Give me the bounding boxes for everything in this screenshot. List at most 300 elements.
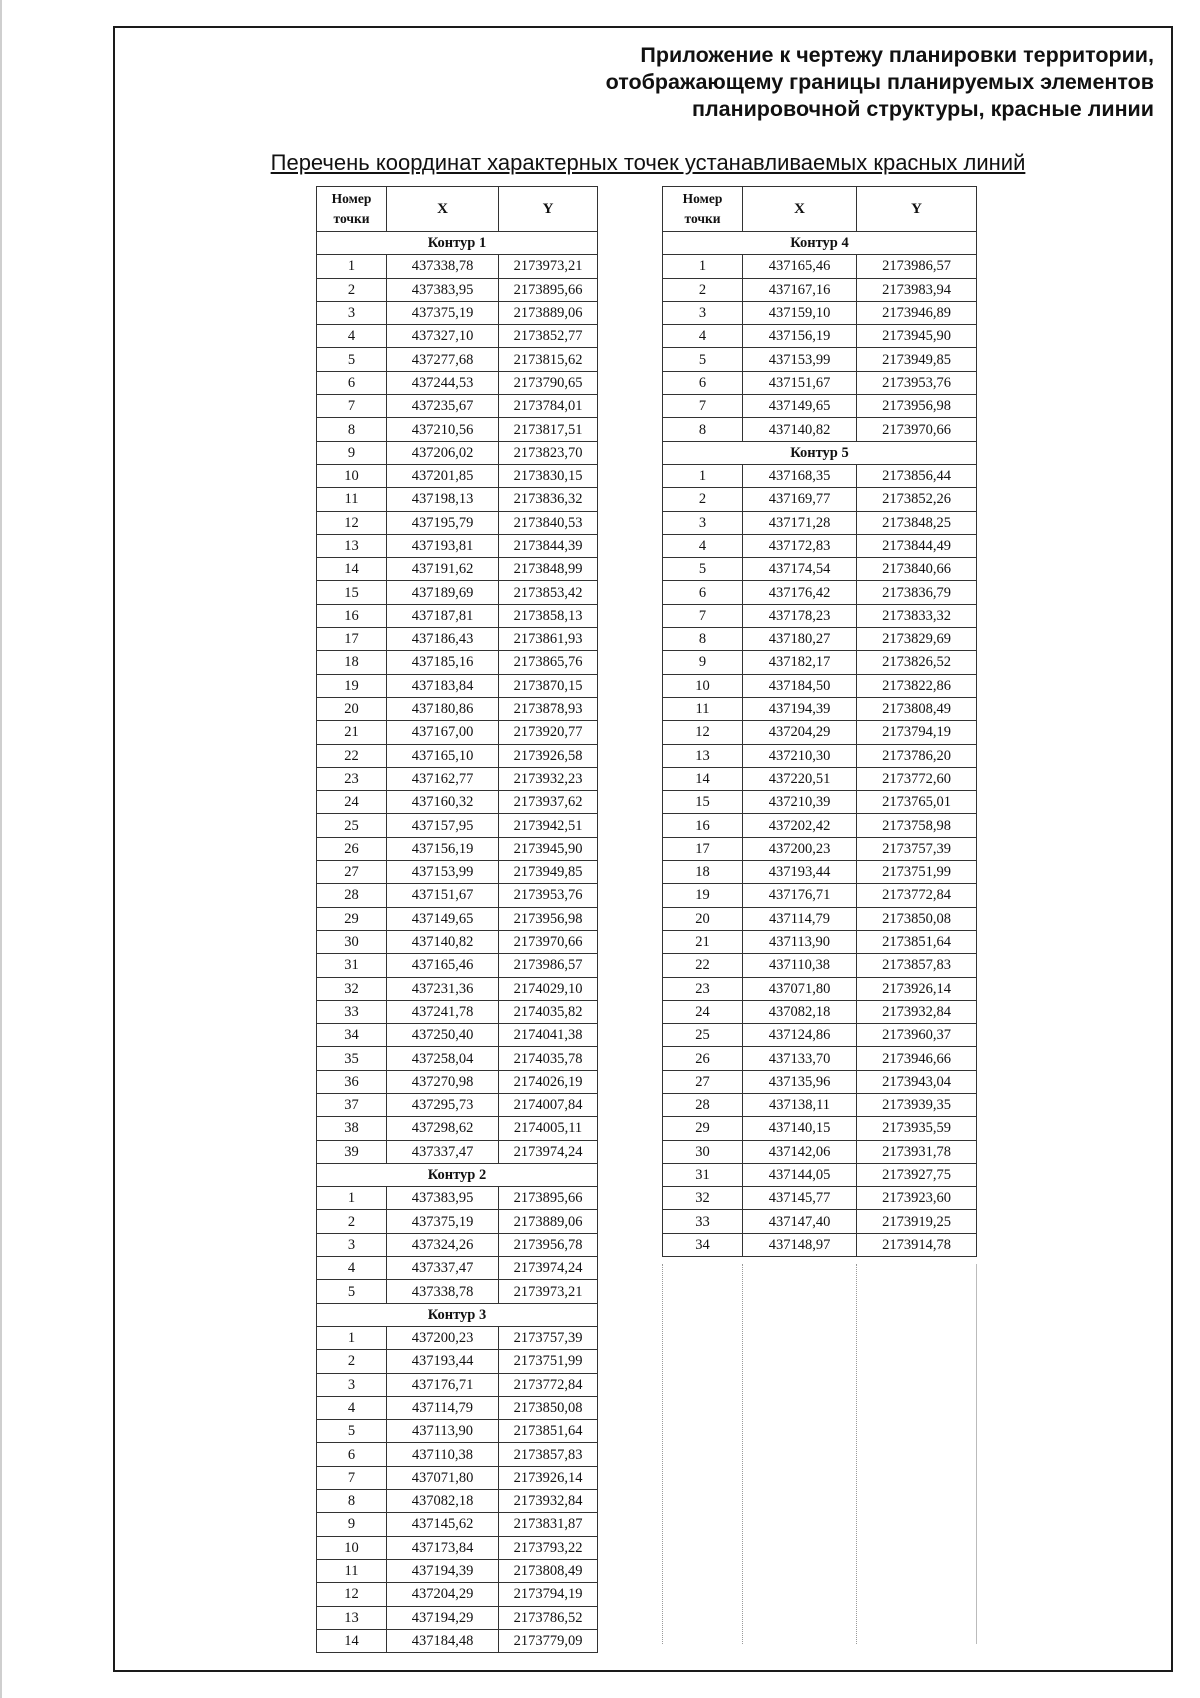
table-row [317, 1350, 598, 1373]
y-coordinate-cell: 2173932,84 [499, 1490, 598, 1513]
table-row [317, 954, 598, 977]
table-row [663, 418, 977, 441]
x-coordinate-cell: 437270,98 [387, 1070, 499, 1093]
table-row [663, 1233, 977, 1256]
y-coordinate-cell: 2173790,65 [499, 371, 598, 394]
table-row [317, 1280, 598, 1303]
point-number-cell: 4 [317, 1257, 387, 1280]
table-body-right [663, 232, 977, 1257]
point-number-cell: 17 [317, 628, 387, 651]
point-number-cell: 3 [317, 301, 387, 324]
point-number-cell: 2 [317, 1350, 387, 1373]
header-x: X [387, 187, 499, 232]
x-coordinate-cell: 437176,71 [743, 884, 857, 907]
x-coordinate-cell: 437195,79 [387, 511, 499, 534]
table-row [317, 1140, 598, 1163]
point-number-cell: 15 [663, 791, 743, 814]
y-coordinate-cell: 2173794,19 [857, 721, 977, 744]
table-row [663, 954, 977, 977]
x-coordinate-cell: 437176,71 [387, 1373, 499, 1396]
table-row [663, 348, 977, 371]
y-coordinate-cell: 2173926,14 [857, 977, 977, 1000]
table-row [663, 767, 977, 790]
table-row [663, 791, 977, 814]
x-coordinate-cell: 437165,46 [743, 255, 857, 278]
y-coordinate-cell: 2173970,66 [499, 930, 598, 953]
point-number-cell: 4 [317, 1396, 387, 1419]
x-coordinate-cell: 437133,70 [743, 1047, 857, 1070]
table-row [317, 418, 598, 441]
x-coordinate-cell: 437186,43 [387, 628, 499, 651]
y-coordinate-cell: 2173848,25 [857, 511, 977, 534]
table-row [317, 930, 598, 953]
y-coordinate-cell: 2173865,76 [499, 651, 598, 674]
y-coordinate-cell: 2173926,58 [499, 744, 598, 767]
table-row [317, 1466, 598, 1489]
x-coordinate-cell: 437220,51 [743, 767, 857, 790]
point-number-cell: 10 [663, 674, 743, 697]
table-row [663, 301, 977, 324]
x-coordinate-cell: 437169,77 [743, 488, 857, 511]
x-coordinate-cell: 437187,81 [387, 604, 499, 627]
table-row [317, 1490, 598, 1513]
x-coordinate-cell: 437337,47 [387, 1140, 499, 1163]
x-coordinate-cell: 437231,36 [387, 977, 499, 1000]
table-row [317, 651, 598, 674]
point-number-cell: 25 [663, 1024, 743, 1047]
point-number-cell: 23 [317, 767, 387, 790]
table-row [663, 1070, 977, 1093]
table-row [663, 1210, 977, 1233]
point-number-cell: 22 [317, 744, 387, 767]
x-coordinate-cell: 437194,29 [387, 1606, 499, 1629]
point-number-cell: 22 [663, 954, 743, 977]
x-coordinate-cell: 437383,95 [387, 278, 499, 301]
y-coordinate-cell: 2173861,93 [499, 628, 598, 651]
document-subtitle: Перечень координат характерных точек устанавливаемых красных линий [270, 150, 1026, 175]
x-coordinate-cell: 437142,06 [743, 1140, 857, 1163]
x-coordinate-cell: 437210,30 [743, 744, 857, 767]
point-number-cell: 14 [663, 767, 743, 790]
contour-header-row [317, 1303, 598, 1326]
x-coordinate-cell: 437160,32 [387, 791, 499, 814]
y-coordinate-cell: 2173808,49 [857, 697, 977, 720]
y-coordinate-cell: 2173956,78 [499, 1233, 598, 1256]
table-row [317, 1047, 598, 1070]
table-row [317, 1210, 598, 1233]
table-row [663, 744, 977, 767]
point-number-cell: 13 [317, 534, 387, 557]
x-coordinate-cell: 437193,81 [387, 534, 499, 557]
x-coordinate-cell: 437145,77 [743, 1187, 857, 1210]
x-coordinate-cell: 437189,69 [387, 581, 499, 604]
table-row [317, 1024, 598, 1047]
point-number-cell: 1 [663, 464, 743, 487]
point-number-cell: 9 [663, 651, 743, 674]
y-coordinate-cell: 2173895,66 [499, 1187, 598, 1210]
y-coordinate-cell: 2173831,87 [499, 1513, 598, 1536]
x-coordinate-cell: 437191,62 [387, 558, 499, 581]
table-row [317, 371, 598, 394]
table-row [663, 534, 977, 557]
y-coordinate-cell: 2173960,37 [857, 1024, 977, 1047]
point-number-cell: 1 [317, 1326, 387, 1349]
y-coordinate-cell: 2173857,83 [499, 1443, 598, 1466]
table-row [317, 1396, 598, 1419]
y-coordinate-cell: 2173844,39 [499, 534, 598, 557]
table-row [663, 861, 977, 884]
table-row [663, 1000, 977, 1023]
x-coordinate-cell: 437338,78 [387, 255, 499, 278]
x-coordinate-cell: 437250,40 [387, 1024, 499, 1047]
table-row [317, 1629, 598, 1652]
header-y: Y [857, 187, 977, 232]
point-number-cell: 3 [663, 301, 743, 324]
point-number-cell: 38 [317, 1117, 387, 1140]
y-coordinate-cell: 2173751,99 [857, 861, 977, 884]
table-row [663, 814, 977, 837]
point-number-cell: 19 [317, 674, 387, 697]
x-coordinate-cell: 437156,19 [387, 837, 499, 860]
point-number-cell: 30 [663, 1140, 743, 1163]
y-coordinate-cell: 2173949,85 [857, 348, 977, 371]
page-edge [0, 0, 2, 1698]
x-coordinate-cell: 437082,18 [743, 1000, 857, 1023]
x-coordinate-cell: 437159,10 [743, 301, 857, 324]
point-number-cell: 7 [663, 395, 743, 418]
table-row [663, 464, 977, 487]
y-coordinate-cell: 2173765,01 [857, 791, 977, 814]
x-coordinate-cell: 437176,42 [743, 581, 857, 604]
point-number-cell: 6 [663, 581, 743, 604]
x-coordinate-cell: 437180,27 [743, 628, 857, 651]
contour-title: Контур 3 [317, 1303, 598, 1326]
y-coordinate-cell: 2173926,14 [499, 1466, 598, 1489]
table-row [663, 1024, 977, 1047]
x-coordinate-cell: 437156,19 [743, 325, 857, 348]
y-coordinate-cell: 2173794,19 [499, 1583, 598, 1606]
table-row [317, 604, 598, 627]
y-coordinate-cell: 2173840,53 [499, 511, 598, 534]
point-number-cell: 4 [663, 325, 743, 348]
x-coordinate-cell: 437135,96 [743, 1070, 857, 1093]
y-coordinate-cell: 2173851,64 [499, 1420, 598, 1443]
point-number-cell: 8 [663, 628, 743, 651]
table-row [663, 278, 977, 301]
table-row [663, 395, 977, 418]
point-number-cell: 2 [663, 488, 743, 511]
dotted-guide [856, 1264, 857, 1644]
point-number-cell: 8 [317, 1490, 387, 1513]
point-number-cell: 2 [317, 1210, 387, 1233]
x-coordinate-cell: 437153,99 [387, 861, 499, 884]
point-number-cell: 2 [663, 278, 743, 301]
dotted-guide [742, 1264, 743, 1644]
x-coordinate-cell: 437172,83 [743, 534, 857, 557]
table-row [663, 1187, 977, 1210]
table-row [663, 325, 977, 348]
point-number-cell: 32 [663, 1187, 743, 1210]
point-number-cell: 19 [663, 884, 743, 907]
table-row [317, 697, 598, 720]
table-row [663, 1047, 977, 1070]
y-coordinate-cell: 2173932,23 [499, 767, 598, 790]
point-number-cell: 14 [317, 558, 387, 581]
y-coordinate-cell: 2173974,24 [499, 1257, 598, 1280]
x-coordinate-cell: 437298,62 [387, 1117, 499, 1140]
y-coordinate-cell: 2173914,78 [857, 1233, 977, 1256]
x-coordinate-cell: 437337,47 [387, 1257, 499, 1280]
point-number-cell: 4 [663, 534, 743, 557]
point-number-cell: 6 [663, 371, 743, 394]
x-coordinate-cell: 437165,46 [387, 954, 499, 977]
contour-header-row [317, 1163, 598, 1186]
table-row [663, 721, 977, 744]
y-coordinate-cell: 2173852,77 [499, 325, 598, 348]
y-coordinate-cell: 2173986,57 [499, 954, 598, 977]
x-coordinate-cell: 437204,29 [387, 1583, 499, 1606]
table-row [317, 464, 598, 487]
table-row [317, 511, 598, 534]
x-coordinate-cell: 437153,99 [743, 348, 857, 371]
x-coordinate-cell: 437206,02 [387, 441, 499, 464]
x-coordinate-cell: 437210,39 [743, 791, 857, 814]
table-row [317, 884, 598, 907]
x-coordinate-cell: 437194,39 [743, 697, 857, 720]
x-coordinate-cell: 437210,56 [387, 418, 499, 441]
y-coordinate-cell: 2173889,06 [499, 1210, 598, 1233]
point-number-cell: 35 [317, 1047, 387, 1070]
y-coordinate-cell: 2173943,04 [857, 1070, 977, 1093]
y-coordinate-cell: 2173772,84 [857, 884, 977, 907]
y-coordinate-cell: 2173817,51 [499, 418, 598, 441]
y-coordinate-cell: 2173757,39 [857, 837, 977, 860]
table-row [317, 278, 598, 301]
x-coordinate-cell: 437148,97 [743, 1233, 857, 1256]
table-row [317, 744, 598, 767]
table-row [663, 628, 977, 651]
point-number-cell: 15 [317, 581, 387, 604]
point-number-cell: 12 [317, 511, 387, 534]
y-coordinate-cell: 2173927,75 [857, 1163, 977, 1186]
table-header-row [663, 187, 977, 232]
x-coordinate-cell: 437235,67 [387, 395, 499, 418]
table-row [317, 325, 598, 348]
point-number-cell: 20 [663, 907, 743, 930]
x-coordinate-cell: 437185,16 [387, 651, 499, 674]
coordinates-table-left [316, 186, 598, 1653]
table-row [663, 558, 977, 581]
heading-line-3: планировочной структуры, красные линии [691, 97, 1154, 121]
y-coordinate-cell: 2173757,39 [499, 1326, 598, 1349]
y-coordinate-cell: 2173826,52 [857, 651, 977, 674]
y-coordinate-cell: 2173919,25 [857, 1210, 977, 1233]
x-coordinate-cell: 437324,26 [387, 1233, 499, 1256]
table-row [317, 1536, 598, 1559]
point-number-cell: 10 [317, 464, 387, 487]
x-coordinate-cell: 437375,19 [387, 1210, 499, 1233]
y-coordinate-cell: 2173786,52 [499, 1606, 598, 1629]
point-number-cell: 6 [317, 1443, 387, 1466]
header-point-number [317, 187, 387, 232]
x-coordinate-cell: 437258,04 [387, 1047, 499, 1070]
x-coordinate-cell: 437113,90 [387, 1420, 499, 1443]
table-row [317, 1257, 598, 1280]
table-row [317, 488, 598, 511]
y-coordinate-cell: 2173942,51 [499, 814, 598, 837]
point-number-cell: 27 [663, 1070, 743, 1093]
x-coordinate-cell: 437071,80 [387, 1466, 499, 1489]
table-row [663, 977, 977, 1000]
y-coordinate-cell: 2173878,93 [499, 697, 598, 720]
point-number-cell: 1 [663, 255, 743, 278]
dotted-guide [662, 1264, 663, 1644]
x-coordinate-cell: 437201,85 [387, 464, 499, 487]
x-coordinate-cell: 437110,38 [387, 1443, 499, 1466]
table-row [317, 791, 598, 814]
point-number-cell: 12 [663, 721, 743, 744]
point-number-cell: 8 [317, 418, 387, 441]
point-number-cell: 21 [317, 721, 387, 744]
y-coordinate-cell: 2174041,38 [499, 1024, 598, 1047]
x-coordinate-cell: 437071,80 [743, 977, 857, 1000]
y-coordinate-cell: 2174005,11 [499, 1117, 598, 1140]
y-coordinate-cell: 2173895,66 [499, 278, 598, 301]
table-row [663, 1140, 977, 1163]
point-number-cell: 16 [663, 814, 743, 837]
point-number-cell: 21 [663, 930, 743, 953]
point-number-cell: 33 [663, 1210, 743, 1233]
contour-header-row [317, 232, 598, 255]
table-row [663, 511, 977, 534]
x-coordinate-cell: 437167,16 [743, 278, 857, 301]
x-coordinate-cell: 437114,79 [743, 907, 857, 930]
point-number-cell: 1 [317, 1187, 387, 1210]
table-row [317, 861, 598, 884]
y-coordinate-cell: 2173848,99 [499, 558, 598, 581]
table-row [663, 255, 977, 278]
y-coordinate-cell: 2173853,42 [499, 581, 598, 604]
document-heading [334, 42, 1154, 123]
point-number-cell: 34 [663, 1233, 743, 1256]
table-row [663, 1093, 977, 1116]
table-row [317, 1093, 598, 1116]
y-coordinate-cell: 2173945,90 [499, 837, 598, 860]
point-number-cell: 8 [663, 418, 743, 441]
x-coordinate-cell: 437082,18 [387, 1490, 499, 1513]
x-coordinate-cell: 437162,77 [387, 767, 499, 790]
y-coordinate-cell: 2173953,76 [499, 884, 598, 907]
table-row [663, 930, 977, 953]
y-coordinate-cell: 2173850,08 [857, 907, 977, 930]
table-row [317, 348, 598, 371]
point-number-cell: 20 [317, 697, 387, 720]
table-row [317, 837, 598, 860]
y-coordinate-cell: 2174026,19 [499, 1070, 598, 1093]
x-coordinate-cell: 437173,84 [387, 1536, 499, 1559]
y-coordinate-cell: 2173949,85 [499, 861, 598, 884]
point-number-cell: 3 [317, 1233, 387, 1256]
x-coordinate-cell: 437194,39 [387, 1559, 499, 1582]
x-coordinate-cell: 437151,67 [743, 371, 857, 394]
table-row [317, 1420, 598, 1443]
header-point-number-line1: Номер [331, 191, 372, 206]
x-coordinate-cell: 437182,17 [743, 651, 857, 674]
y-coordinate-cell: 2173822,86 [857, 674, 977, 697]
y-coordinate-cell: 2173939,35 [857, 1093, 977, 1116]
point-number-cell: 29 [663, 1117, 743, 1140]
y-coordinate-cell: 2173784,01 [499, 395, 598, 418]
point-number-cell: 31 [663, 1163, 743, 1186]
y-coordinate-cell: 2173870,15 [499, 674, 598, 697]
y-coordinate-cell: 2173779,09 [499, 1629, 598, 1652]
point-number-cell: 28 [317, 884, 387, 907]
y-coordinate-cell: 2173956,98 [857, 395, 977, 418]
x-coordinate-cell: 437198,13 [387, 488, 499, 511]
y-coordinate-cell: 2173829,69 [857, 628, 977, 651]
y-coordinate-cell: 2173983,94 [857, 278, 977, 301]
point-number-cell: 12 [317, 1583, 387, 1606]
point-number-cell: 5 [663, 348, 743, 371]
x-coordinate-cell: 437180,86 [387, 697, 499, 720]
x-coordinate-cell: 437200,23 [743, 837, 857, 860]
point-number-cell: 36 [317, 1070, 387, 1093]
x-coordinate-cell: 437375,19 [387, 301, 499, 324]
x-coordinate-cell: 437147,40 [743, 1210, 857, 1233]
x-coordinate-cell: 437149,65 [387, 907, 499, 930]
table-row [317, 534, 598, 557]
table-row [663, 651, 977, 674]
table-row [317, 628, 598, 651]
x-coordinate-cell: 437167,00 [387, 721, 499, 744]
x-coordinate-cell: 437184,50 [743, 674, 857, 697]
y-coordinate-cell: 2173953,76 [857, 371, 977, 394]
point-number-cell: 10 [317, 1536, 387, 1559]
table-row [317, 977, 598, 1000]
table-row [663, 581, 977, 604]
y-coordinate-cell: 2173858,13 [499, 604, 598, 627]
point-number-cell: 39 [317, 1140, 387, 1163]
x-coordinate-cell: 437168,35 [743, 464, 857, 487]
point-number-cell: 1 [317, 255, 387, 278]
point-number-cell: 16 [317, 604, 387, 627]
x-coordinate-cell: 437151,67 [387, 884, 499, 907]
point-number-cell: 11 [317, 488, 387, 511]
header-y: Y [499, 187, 598, 232]
document-frame [113, 26, 1173, 1672]
table-row [663, 1117, 977, 1140]
table-row [317, 721, 598, 744]
point-number-cell: 32 [317, 977, 387, 1000]
x-coordinate-cell: 437157,95 [387, 814, 499, 837]
contour-title: Контур 1 [317, 232, 598, 255]
y-coordinate-cell: 2173946,89 [857, 301, 977, 324]
y-coordinate-cell: 2173973,21 [499, 1280, 598, 1303]
table-row [317, 581, 598, 604]
x-coordinate-cell: 437202,42 [743, 814, 857, 837]
table-row [317, 558, 598, 581]
y-coordinate-cell: 2173772,84 [499, 1373, 598, 1396]
table-row [663, 604, 977, 627]
y-coordinate-cell: 2173844,49 [857, 534, 977, 557]
y-coordinate-cell: 2173758,98 [857, 814, 977, 837]
table-row [663, 1163, 977, 1186]
x-coordinate-cell: 437110,38 [743, 954, 857, 977]
table-row [317, 1233, 598, 1256]
point-number-cell: 26 [317, 837, 387, 860]
point-number-cell: 5 [663, 558, 743, 581]
table-row [317, 1187, 598, 1210]
